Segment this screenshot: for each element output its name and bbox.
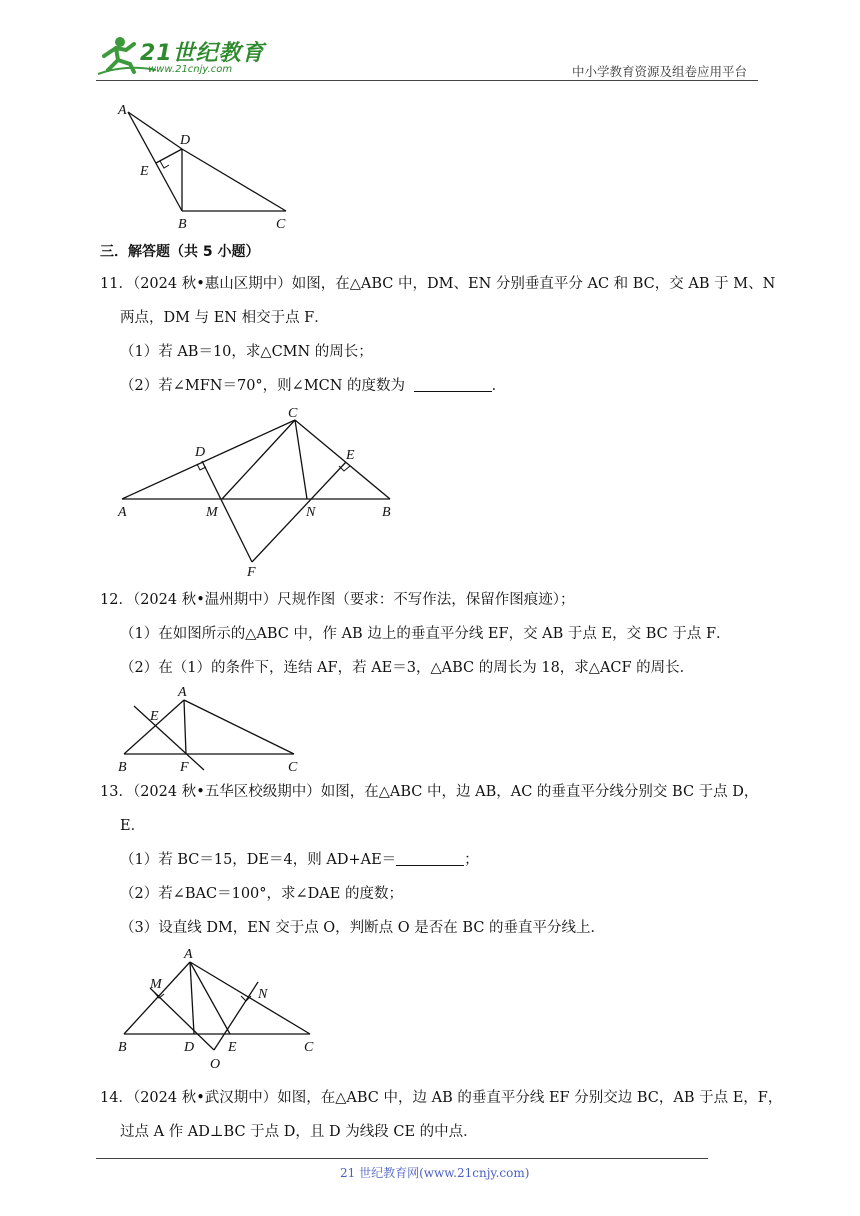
q13-part2: （2）若∠BAC＝100°，求∠DAE 的度数； bbox=[120, 886, 403, 902]
q14-stem-line2: 过点 A 作 AD⊥BC 于点 D，且 D 为线段 CE 的中点． bbox=[120, 1124, 478, 1140]
header-platform-text: 中小学教育资源及组卷应用平台 bbox=[572, 64, 748, 79]
label-C: C bbox=[276, 217, 286, 232]
q11-stem-line1: 11．（2024 秋•惠山区期中）如图，在△ABC 中，DM、EN 分别垂直平分 AC 和 BC，交 AB 于 M、N bbox=[100, 276, 776, 292]
q13-answer-blank[interactable] bbox=[396, 851, 464, 866]
q12-part1: （1）在如图所示的△ABC 中，作 AB 边上的垂直平分线 EF，交 AB 于点 E，交 BC 于点 F． bbox=[120, 626, 731, 642]
q11-answer-blank[interactable] bbox=[414, 377, 492, 392]
q13-part1-end: ； bbox=[464, 852, 479, 868]
q11-part2-end: ． bbox=[491, 378, 507, 394]
label-A: A bbox=[118, 505, 127, 520]
logo-url: www.21cnjy.com bbox=[148, 64, 233, 75]
q13-stem-line2: E． bbox=[120, 818, 146, 834]
q14-stem-line1: 14．（2024 秋•武汉期中）如图，在△ABC 中，边 AB 的垂直平分线 EF 分别交边 BC，AB 于点 E，F， bbox=[100, 1090, 783, 1106]
label-A: A bbox=[184, 947, 193, 962]
q12-part2: （2）在（1）的条件下，连结 AF，若 AE＝3，△ABC 的周长为 18，求△ACF 的周长． bbox=[120, 660, 695, 676]
q11-part2 bbox=[120, 376, 506, 396]
q11-stem-line2: 两点，DM 与 EN 相交于点 F． bbox=[120, 310, 329, 326]
figure-q11 bbox=[110, 404, 410, 580]
q11-part2-text: （2）若∠MFN＝70°，则∠MCN 的度数为 bbox=[120, 378, 406, 394]
label-E: E bbox=[346, 448, 355, 463]
q13-part1 bbox=[120, 850, 479, 870]
label-B: B bbox=[118, 760, 127, 775]
q13-part1-text: （1）若 BC＝15，DE＝4，则 AD+AE＝ bbox=[120, 852, 397, 868]
figure-triangle-abc-top bbox=[110, 98, 310, 233]
label-D: D bbox=[180, 133, 191, 148]
label-C: C bbox=[304, 1040, 314, 1055]
header-divider bbox=[96, 80, 758, 81]
label-B: B bbox=[178, 217, 187, 232]
label-D: D bbox=[184, 1040, 195, 1055]
label-C: C bbox=[288, 760, 298, 775]
label-C: C bbox=[288, 406, 298, 421]
section-title: 三．解答题（共 5 小题） bbox=[100, 244, 260, 260]
label-O: O bbox=[210, 1057, 221, 1072]
label-F: F bbox=[180, 760, 189, 775]
logo-title: 21世纪教育 bbox=[140, 41, 265, 66]
label-E: E bbox=[228, 1040, 237, 1055]
label-A: A bbox=[118, 103, 127, 118]
q11-part1: （1）若 AB＝10，求△CMN 的周长； bbox=[120, 344, 373, 360]
footer-text: 21 世纪教育网(www.21cnjy.com) bbox=[340, 1166, 530, 1180]
label-B: B bbox=[118, 1040, 127, 1055]
label-M: M bbox=[150, 977, 162, 992]
figure-q13 bbox=[110, 944, 330, 1074]
label-E: E bbox=[150, 709, 159, 724]
label-F: F bbox=[247, 565, 256, 580]
label-A: A bbox=[178, 685, 187, 700]
label-B: B bbox=[382, 505, 391, 520]
label-E: E bbox=[140, 164, 149, 179]
label-D: D bbox=[195, 445, 206, 460]
label-N: N bbox=[306, 505, 316, 520]
q13-stem-line1: 13．（2024 秋•五华区校级期中）如图，在△ABC 中，边 AB，AC 的垂直平分线分别交 BC 于点 D， bbox=[100, 784, 759, 800]
q12-stem: 12．（2024 秋•温州期中）尺规作图（要求：不写作法，保留作图痕迹）； bbox=[100, 592, 575, 608]
label-N: N bbox=[258, 987, 268, 1002]
label-M: M bbox=[206, 505, 218, 520]
q13-part3: （3）设直线 DM，EN 交于点 O，判断点 O 是否在 BC 的垂直平分线上． bbox=[120, 920, 606, 936]
footer-divider bbox=[96, 1158, 708, 1159]
figure-q12 bbox=[110, 684, 320, 776]
